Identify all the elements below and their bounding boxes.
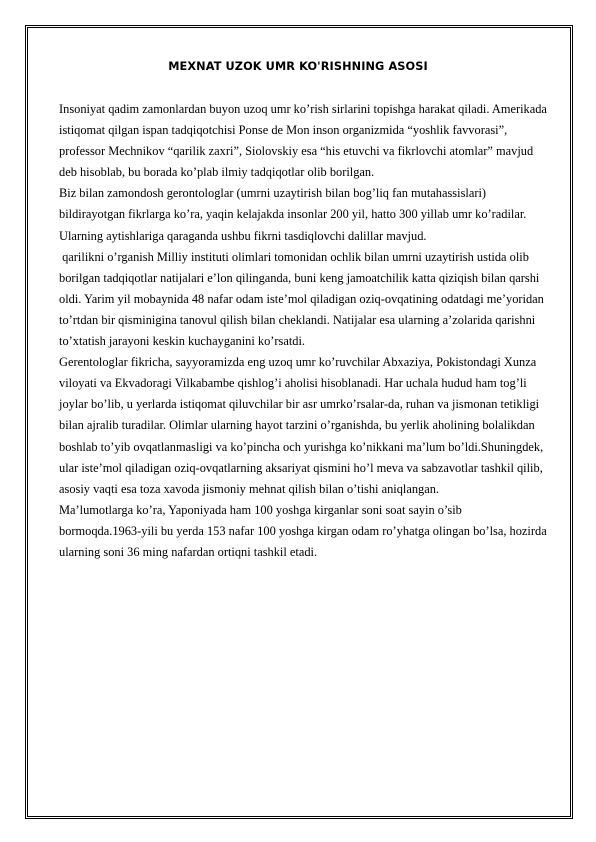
paragraph-1: Insoniyat qadim zamonlardan buyon uzoq umr ko’rish sirlarini topishga harakat qiladi. Amerikada istiqomat qilgan ispan tadqiqotchisi Ponse de Mon inson organizmida “yoshlik favvorasi”, professor Mechnikov “qarilik zaxri”, Siolovskiy esa “his etuvchi va fikrlovchi atomlar” mavjud deb hisoblab, bu borada ko’plab ilmiy tadqiqotlar olib borilgan. [59,102,547,180]
document-title: MEXNAT UZOK UMR KO'RISHNING ASOSI [168,60,428,73]
paragraph-5: Ma’lumotlarga ko’ra, Yaponiyada ham 100 yoshga kirganlar soni soat sayin o’sib bormoqda.1963-yili bu yerda 153 nafar 100 yoshga kirgan odam ro’yhatga olingan bo’lsa, hozirda ularning soni 36 ming nafardan ortiqni tashkil etadi. [59,502,547,559]
paragraph-2: Biz bilan zamondosh gerontologlar (umrni uzaytirish bilan bog’liq fan mutahassislari) bildirayotgan fikrlarga ko’ra, yaqin kelajakda insonlar 200 yil, hatto 300 yillab umr ko’radilar. Ularning aytishlariga qaraganda ushbu fikrni tasdiqlovchi dalillar mavjud. [59,186,527,243]
paragraph-3: qarilikni o’rganish Milliy instituti olimlari tomonidan ochlik bilan umrni uzaytirish ustida olib borilgan tadqiqotlar natijalari e’lon qilinganda, buni keng jamoatchilik katta qiziqish bilan qarshi oldi. Yarim yil mobaynida 48 nafar odam iste’mol qiladigan oziq-ovqatining odatdagi me’yoridan to’rtdan bir qisminigina tanovul qilish bilan cheklandi. Natijalar esa ularning a’zolarida qarishni to’xtatish jarayoni keskin kuchayganini ko’rsatdi. [59,249,547,349]
paragraph-4: Gerentologlar fikricha, sayyoramizda eng uzoq umr ko’ruvchilar Abxaziya, Pokistondagi Xunza viloyati va Ekvadoragi Vilkabambe qishlog’i aholisi hisoblanadi. Har uchala hudud ham tog’li joylar bo’lib, u yerlarda istiqomat qiluvchilar bir asr umrko’rsalar-da, ruhan va jismonan tetikligi bilan ajralib turadilar. Olimlar ularning hayot tarzini o’rganishda, bu yerlik aholining bolalikdan boshlab to’yib ovqatlanmasligi va ko’pincha och yurishga ko’nikkani ma’lum bo’ldi.Shuningdek, ular iste’mol qiladigan oziq-ovqatlarning aksariyat qismini ho’l meva va sabzavotlar tashkil qilib, asosiy vaqti esa toza xavoda jismoniy mehnat qilish bilan o’tishi aniqlangan. [59,355,544,496]
document-body [59,99,547,563]
